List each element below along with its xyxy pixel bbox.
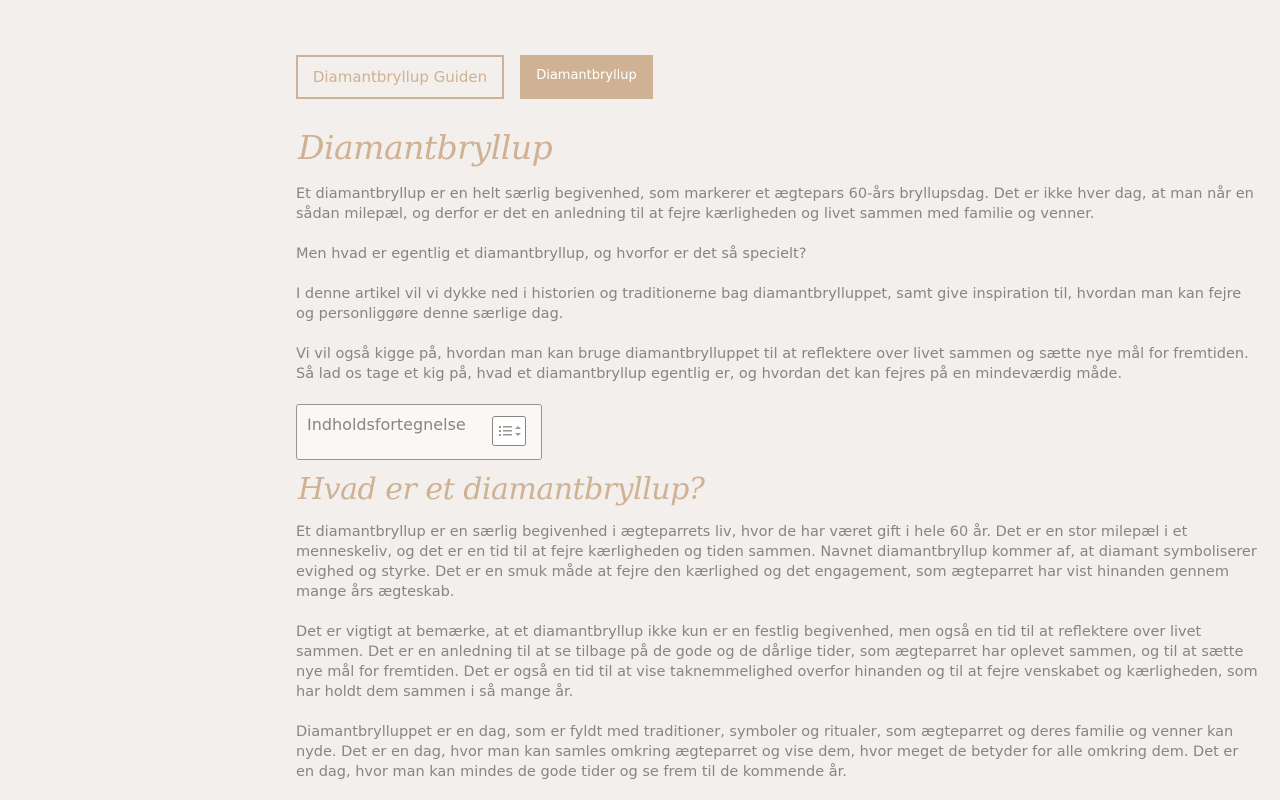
article-content — [296, 55, 1260, 780]
guide-button[interactable]: Diamantbryllup Guiden — [296, 55, 504, 99]
intro-paragraph: Et diamantbryllup er en helt særlig begivenhed, som markerer et ægtepars 60-års bryllupsdag. Det er ikke hver dag, at man når en sådan milepæl, og derfor er det en anledning til at fejre kærligheden og livet sammen med familie og venner. — [296, 186, 1254, 222]
section-paragraph: Diamantbrylluppet er en dag, som er fyldt med traditioner, symboler og ritualer, som ægteparret og deres familie og venner kan nyde. Det er en dag, hvor man kan samles omkring ægteparret og vise dem, hvor meget de betyder for alle omkring dem. Det er en dag, hvor man kan mindes de gode tider og se frem til de kommende år. — [296, 724, 1239, 780]
list-toggle-icon[interactable] — [492, 416, 526, 446]
intro-paragraph: Men hvad er egentlig et diamantbryllup, og hvorfor er det så specielt? — [296, 246, 807, 262]
section-what-is — [296, 470, 1260, 800]
table-of-contents — [296, 404, 542, 460]
top-buttons — [296, 55, 1260, 99]
toc-title: Indholdsfortegnelse — [307, 415, 466, 434]
page-title: Diamantbryllup — [298, 128, 553, 167]
intro-paragraph: Vi vil også kigge på, hvordan man kan bruge diamantbrylluppet til at reflektere over livet sammen og sætte nye mål for fremtiden. Så lad os tage et kig på, hvad et diamantbryllup egentlig er, og hvordan det kan fejres på en mindeværdig måde. — [296, 346, 1249, 382]
list-toggle-icon-graphic — [493, 417, 525, 445]
section-heading: Hvad er et diamantbryllup? — [298, 472, 705, 507]
diamantbryllup-button[interactable]: Diamantbryllup — [520, 55, 653, 99]
section-paragraph: Et diamantbryllup er en særlig begivenhed i ægteparrets liv, hvor de har været gift i hele 60 år. Det er en stor milepæl i et menneskeliv, og det er en tid til at fejre kærligheden og tiden sammen. Navnet diamantbryllup kommer af, at diamant symboliserer evighed og styrke. Det er en smuk måde at fejre den kærlighed og det engagement, som ægteparret har vist hinanden gennem mange års ægteskab. — [296, 524, 1257, 600]
intro-paragraph: I denne artikel vil vi dykke ned i historien og traditionerne bag diamantbrylluppet, samt give inspiration til, hvordan man kan fejre og personliggøre denne særlige dag. — [296, 286, 1242, 322]
intro-text — [296, 184, 1260, 404]
section-paragraph: Det er vigtigt at bemærke, at et diamantbryllup ikke kun er en festlig begivenhed, men også en tid til at reflektere over livet sammen. Det er en anledning til at se tilbage på de gode og de dårlige tider, som ægteparret har oplevet sammen, og til at sætte nye mål for fremtiden. Det er også en tid til at vise taknemmelighed overfor hinanden og til at fejre venskabet og kærligheden, som har holdt dem sammen i så mange år. — [296, 624, 1258, 700]
